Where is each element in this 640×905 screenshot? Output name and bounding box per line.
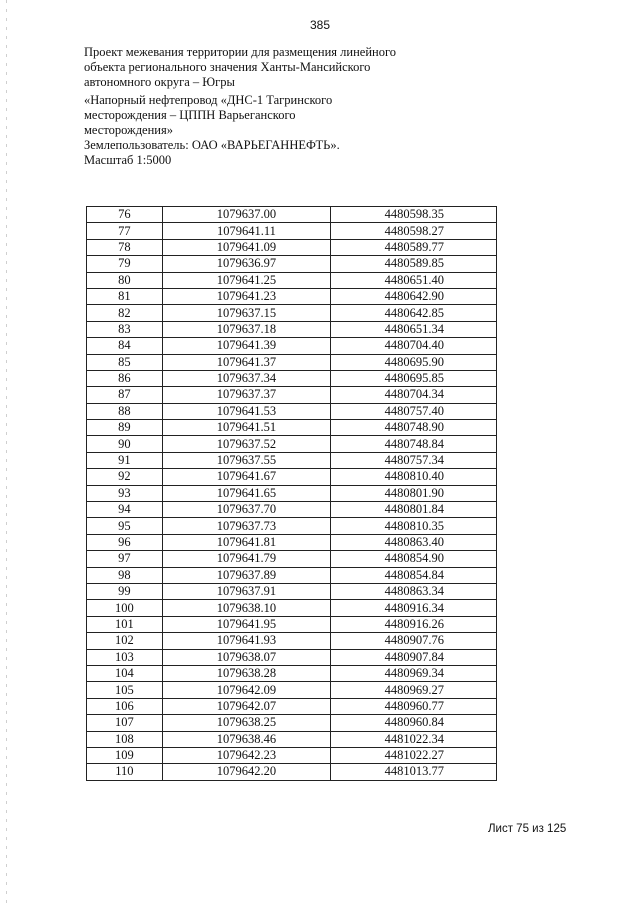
y-coordinate-cell: 4480704.34	[331, 387, 497, 403]
header-line: месторождения»	[84, 123, 173, 137]
table-row	[87, 338, 497, 354]
coordinates-table-body	[87, 207, 497, 781]
x-coordinate-cell: 1079637.55	[162, 452, 331, 468]
point-number-cell: 105	[87, 682, 163, 698]
y-coordinate-cell: 4480748.84	[331, 436, 497, 452]
y-coordinate-cell: 4480695.90	[331, 354, 497, 370]
y-coordinate-cell: 4480907.84	[331, 649, 497, 665]
point-number-cell: 85	[87, 354, 163, 370]
y-coordinate-cell: 4480642.85	[331, 305, 497, 321]
point-number-cell: 76	[87, 207, 163, 223]
x-coordinate-cell: 1079641.95	[162, 616, 331, 632]
table-row	[87, 272, 497, 288]
point-number-cell: 98	[87, 567, 163, 583]
point-number-cell: 103	[87, 649, 163, 665]
y-coordinate-cell: 4481013.77	[331, 764, 497, 780]
x-coordinate-cell: 1079637.15	[162, 305, 331, 321]
table-row	[87, 583, 497, 599]
page-number: 385	[309, 18, 331, 32]
y-coordinate-cell: 4480810.40	[331, 469, 497, 485]
point-number-cell: 101	[87, 616, 163, 632]
x-coordinate-cell: 1079638.25	[162, 715, 331, 731]
y-coordinate-cell: 4480810.35	[331, 518, 497, 534]
x-coordinate-cell: 1079641.93	[162, 633, 331, 649]
y-coordinate-cell: 4480704.40	[331, 338, 497, 354]
table-row	[87, 551, 497, 567]
x-coordinate-cell: 1079637.34	[162, 370, 331, 386]
y-coordinate-cell: 4480969.27	[331, 682, 497, 698]
y-coordinate-cell: 4480801.84	[331, 502, 497, 518]
table-row	[87, 698, 497, 714]
table-row	[87, 223, 497, 239]
point-number-cell: 88	[87, 403, 163, 419]
point-number-cell: 84	[87, 338, 163, 354]
x-coordinate-cell: 1079641.25	[162, 272, 331, 288]
header-line: Проект межевания территории для размещения линейного	[84, 45, 397, 59]
y-coordinate-cell: 4480695.85	[331, 370, 497, 386]
point-number-cell: 94	[87, 502, 163, 518]
x-coordinate-cell: 1079637.18	[162, 321, 331, 337]
table-row	[87, 567, 497, 583]
table-row	[87, 354, 497, 370]
x-coordinate-cell: 1079641.23	[162, 288, 331, 304]
table-row	[87, 747, 497, 763]
header-line: автономного округа – Югры	[84, 75, 235, 89]
x-coordinate-cell: 1079637.00	[162, 207, 331, 223]
table-row	[87, 321, 497, 337]
sheet-footer: Лист 75 из 125	[488, 823, 567, 835]
table-row	[87, 305, 497, 321]
point-number-cell: 92	[87, 469, 163, 485]
y-coordinate-cell: 4480598.35	[331, 207, 497, 223]
x-coordinate-cell: 1079641.81	[162, 534, 331, 550]
y-coordinate-cell: 4480907.76	[331, 633, 497, 649]
x-coordinate-cell: 1079638.28	[162, 665, 331, 681]
point-number-cell: 110	[87, 764, 163, 780]
x-coordinate-cell: 1079641.37	[162, 354, 331, 370]
header-line: «Напорный нефтепровод «ДНС-1 Тагринского	[84, 93, 333, 107]
point-number-cell: 99	[87, 583, 163, 599]
y-coordinate-cell: 4480589.77	[331, 239, 497, 255]
x-coordinate-cell: 1079641.53	[162, 403, 331, 419]
point-number-cell: 108	[87, 731, 163, 747]
y-coordinate-cell: 4480589.85	[331, 256, 497, 272]
y-coordinate-cell: 4480651.34	[331, 321, 497, 337]
header-line: Масштаб 1:5000	[84, 153, 172, 167]
y-coordinate-cell: 4480748.90	[331, 420, 497, 436]
point-number-cell: 77	[87, 223, 163, 239]
y-coordinate-cell: 4480757.40	[331, 403, 497, 419]
point-number-cell: 91	[87, 452, 163, 468]
point-number-cell: 80	[87, 272, 163, 288]
y-coordinate-cell: 4480863.34	[331, 583, 497, 599]
point-number-cell: 93	[87, 485, 163, 501]
x-coordinate-cell: 1079636.97	[162, 256, 331, 272]
table-row	[87, 420, 497, 436]
table-row	[87, 649, 497, 665]
point-number-cell: 100	[87, 600, 163, 616]
coordinates-table	[86, 206, 497, 781]
header-line: месторождения – ЦППН Варьеганского	[84, 108, 296, 122]
table-row	[87, 764, 497, 780]
x-coordinate-cell: 1079641.65	[162, 485, 331, 501]
table-row	[87, 469, 497, 485]
x-coordinate-cell: 1079641.39	[162, 338, 331, 354]
x-coordinate-cell: 1079638.07	[162, 649, 331, 665]
y-coordinate-cell: 4480854.84	[331, 567, 497, 583]
point-number-cell: 90	[87, 436, 163, 452]
x-coordinate-cell: 1079642.09	[162, 682, 331, 698]
y-coordinate-cell: 4481022.34	[331, 731, 497, 747]
y-coordinate-cell: 4480916.34	[331, 600, 497, 616]
table-row	[87, 436, 497, 452]
x-coordinate-cell: 1079641.79	[162, 551, 331, 567]
x-coordinate-cell: 1079638.10	[162, 600, 331, 616]
table-row	[87, 207, 497, 223]
y-coordinate-cell: 4480916.26	[331, 616, 497, 632]
table-row	[87, 665, 497, 681]
x-coordinate-cell: 1079637.91	[162, 583, 331, 599]
table-row	[87, 502, 497, 518]
scan-edge-line	[6, 0, 7, 905]
table-row	[87, 370, 497, 386]
point-number-cell: 82	[87, 305, 163, 321]
table-row	[87, 633, 497, 649]
x-coordinate-cell: 1079642.23	[162, 747, 331, 763]
table-row	[87, 256, 497, 272]
table-row	[87, 731, 497, 747]
table-row	[87, 715, 497, 731]
y-coordinate-cell: 4480598.27	[331, 223, 497, 239]
point-number-cell: 86	[87, 370, 163, 386]
header-line: объекта регионального значения Ханты-Мансийского	[84, 60, 371, 74]
x-coordinate-cell: 1079637.70	[162, 502, 331, 518]
x-coordinate-cell: 1079637.37	[162, 387, 331, 403]
x-coordinate-cell: 1079637.89	[162, 567, 331, 583]
document-header	[84, 45, 424, 168]
table-row	[87, 387, 497, 403]
point-number-cell: 95	[87, 518, 163, 534]
table-row	[87, 534, 497, 550]
y-coordinate-cell: 4480757.34	[331, 452, 497, 468]
y-coordinate-cell: 4481022.27	[331, 747, 497, 763]
y-coordinate-cell: 4480863.40	[331, 534, 497, 550]
y-coordinate-cell: 4480642.90	[331, 288, 497, 304]
table-row	[87, 485, 497, 501]
x-coordinate-cell: 1079641.11	[162, 223, 331, 239]
table-row	[87, 288, 497, 304]
table-row	[87, 616, 497, 632]
table-row	[87, 600, 497, 616]
table-row	[87, 518, 497, 534]
point-number-cell: 109	[87, 747, 163, 763]
point-number-cell: 102	[87, 633, 163, 649]
x-coordinate-cell: 1079638.46	[162, 731, 331, 747]
x-coordinate-cell: 1079641.67	[162, 469, 331, 485]
point-number-cell: 83	[87, 321, 163, 337]
x-coordinate-cell: 1079641.09	[162, 239, 331, 255]
point-number-cell: 89	[87, 420, 163, 436]
table-row	[87, 452, 497, 468]
point-number-cell: 106	[87, 698, 163, 714]
point-number-cell: 96	[87, 534, 163, 550]
y-coordinate-cell: 4480651.40	[331, 272, 497, 288]
point-number-cell: 87	[87, 387, 163, 403]
point-number-cell: 79	[87, 256, 163, 272]
x-coordinate-cell: 1079637.73	[162, 518, 331, 534]
x-coordinate-cell: 1079642.07	[162, 698, 331, 714]
point-number-cell: 81	[87, 288, 163, 304]
y-coordinate-cell: 4480969.34	[331, 665, 497, 681]
y-coordinate-cell: 4480960.77	[331, 698, 497, 714]
point-number-cell: 104	[87, 665, 163, 681]
table-row	[87, 403, 497, 419]
header-line: Землепользователь: ОАО «ВАРЬЕГАННЕФТЬ».	[84, 138, 340, 152]
y-coordinate-cell: 4480960.84	[331, 715, 497, 731]
y-coordinate-cell: 4480854.90	[331, 551, 497, 567]
table-row	[87, 682, 497, 698]
table-row	[87, 239, 497, 255]
point-number-cell: 78	[87, 239, 163, 255]
x-coordinate-cell: 1079642.20	[162, 764, 331, 780]
x-coordinate-cell: 1079637.52	[162, 436, 331, 452]
point-number-cell: 97	[87, 551, 163, 567]
x-coordinate-cell: 1079641.51	[162, 420, 331, 436]
y-coordinate-cell: 4480801.90	[331, 485, 497, 501]
point-number-cell: 107	[87, 715, 163, 731]
